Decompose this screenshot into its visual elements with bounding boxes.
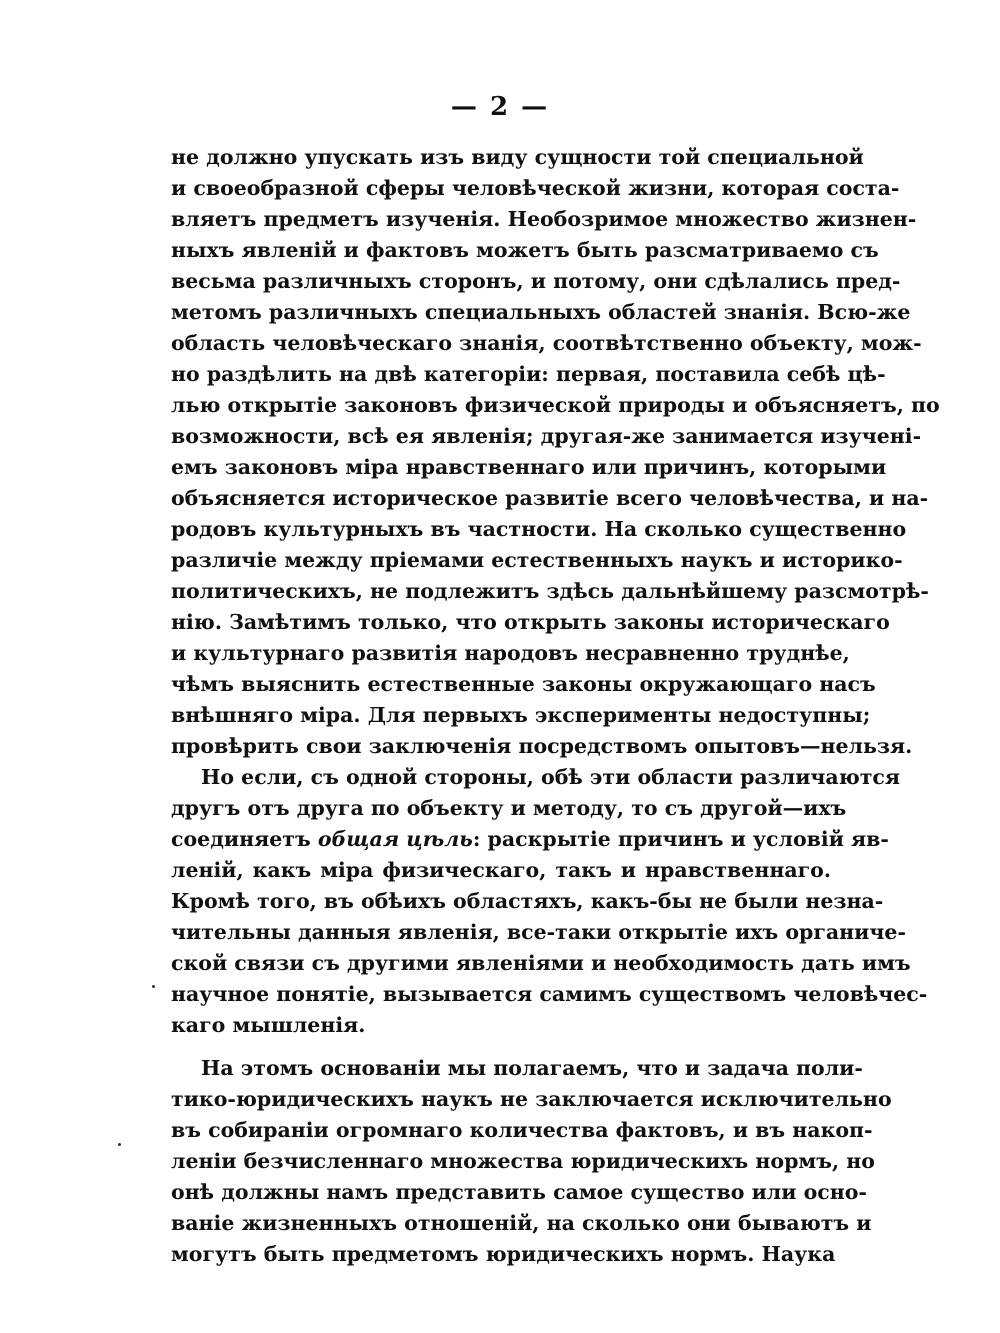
paragraph-3 bbox=[171, 1053, 892, 1270]
scan-speck bbox=[152, 985, 155, 988]
text-line: емъ законовъ міра нравственнаго или причинъ, которыми bbox=[171, 455, 887, 479]
text-line: въ собираніи огромнаго количества фактовъ, и въ накоп- bbox=[171, 1118, 873, 1142]
text-line: различіе между пріемами естественныхъ наукъ и историко- bbox=[171, 548, 903, 572]
emphasized-text: общая цѣль bbox=[317, 827, 473, 851]
text-line: леніи безчисленнаго множества юридическихъ нормъ, но bbox=[171, 1149, 875, 1173]
text-line: чительны данныя явленія, все-таки открытіе ихъ органиче- bbox=[171, 920, 906, 944]
text-line: лью открытіе законовъ физической природы и объясняетъ, по bbox=[171, 393, 940, 417]
paragraph-gap bbox=[171, 1041, 831, 1053]
text-line: ваніе жизненныхъ отношеній, на сколько они бываютъ и bbox=[171, 1211, 872, 1235]
text-run: : раскрытіе причинъ и условій яв- bbox=[472, 827, 889, 851]
scan-speck bbox=[118, 1143, 121, 1146]
paragraph-2 bbox=[171, 762, 928, 1041]
text-line: чѣмъ выяснить естественные законы окружающаго насъ bbox=[171, 672, 876, 696]
text-line: но раздѣлить на двѣ категоріи: первая, поставила себѣ цѣ- bbox=[171, 362, 886, 386]
text-line: могутъ быть предметомъ юридическихъ нормъ. Наука bbox=[171, 1242, 836, 1266]
text-line: нію. Замѣтимъ только, что открыть законы историческаго bbox=[171, 610, 890, 634]
text-line: не должно упускать изъ виду сущности той специальной bbox=[171, 145, 864, 169]
text-line: родовъ культурныхъ въ частности. На сколько существенно bbox=[171, 517, 907, 541]
text-line-with-emphasis bbox=[171, 824, 889, 855]
text-run: соединяетъ bbox=[171, 827, 318, 851]
text-line: каго мышленія. bbox=[171, 1013, 366, 1037]
text-line: метомъ различныхъ специальныхъ областей знанія. Всю-же bbox=[171, 300, 911, 324]
text-line: внѣшняго міра. Для первыхъ эксперименты недоступны; bbox=[171, 703, 871, 727]
text-line: ской связи съ другими явленіями и необходимость дать имъ bbox=[171, 951, 911, 975]
text-line: ныхъ явленій и фактовъ можетъ быть разсматриваемо съ bbox=[171, 238, 879, 262]
text-line: другъ отъ друга по объекту и методу, то съ другой—ихъ bbox=[171, 796, 847, 820]
text-line: леній, какъ міра физическаго, такъ и нравственнаго. bbox=[171, 858, 831, 882]
body-text bbox=[171, 142, 940, 1270]
text-line: Кромѣ того, въ обѣихъ областяхъ, какъ-бы не были незна- bbox=[171, 889, 884, 913]
text-line: и своеобразной сферы человѣческой жизни, которая соста- bbox=[171, 176, 900, 200]
text-line: тико-юридическихъ наукъ не заключается исключительно bbox=[171, 1087, 892, 1111]
text-line: научное понятіе, вызывается самимъ существомъ человѣчес- bbox=[171, 982, 928, 1006]
paragraph-1 bbox=[171, 142, 940, 762]
text-line: возможности, всѣ ея явленія; другая-же занимается изученi- bbox=[171, 424, 922, 448]
page-number: — 2 — bbox=[450, 92, 550, 122]
text-line: Но если, съ одной стороны, обѣ эти области различаются bbox=[201, 765, 901, 789]
text-line: На этомъ основаніи мы полагаемъ, что и задача поли- bbox=[201, 1056, 863, 1080]
text-line: область человѣческаго знанія, соотвѣтственно объекту, мож- bbox=[171, 331, 922, 355]
text-line: политическихъ, не подлежитъ здѣсь дальнѣйшему разсмотрѣ- bbox=[171, 579, 929, 603]
text-line: онѣ должны намъ представить самое существо или осно- bbox=[171, 1180, 867, 1204]
text-line: провѣрить свои заключенія посредствомъ опытовъ—нельзя. bbox=[171, 734, 913, 758]
text-line: и культурнаго развитія народовъ несравненно труднѣе, bbox=[171, 641, 850, 665]
text-line: вляетъ предметъ изученія. Необозримое множество жизнен- bbox=[171, 207, 917, 231]
text-line: объясняется историческое развитіе всего человѣчества, и на- bbox=[171, 486, 929, 510]
text-line: весьма различныхъ сторонъ, и потому, они сдѣлались пред- bbox=[171, 269, 901, 293]
